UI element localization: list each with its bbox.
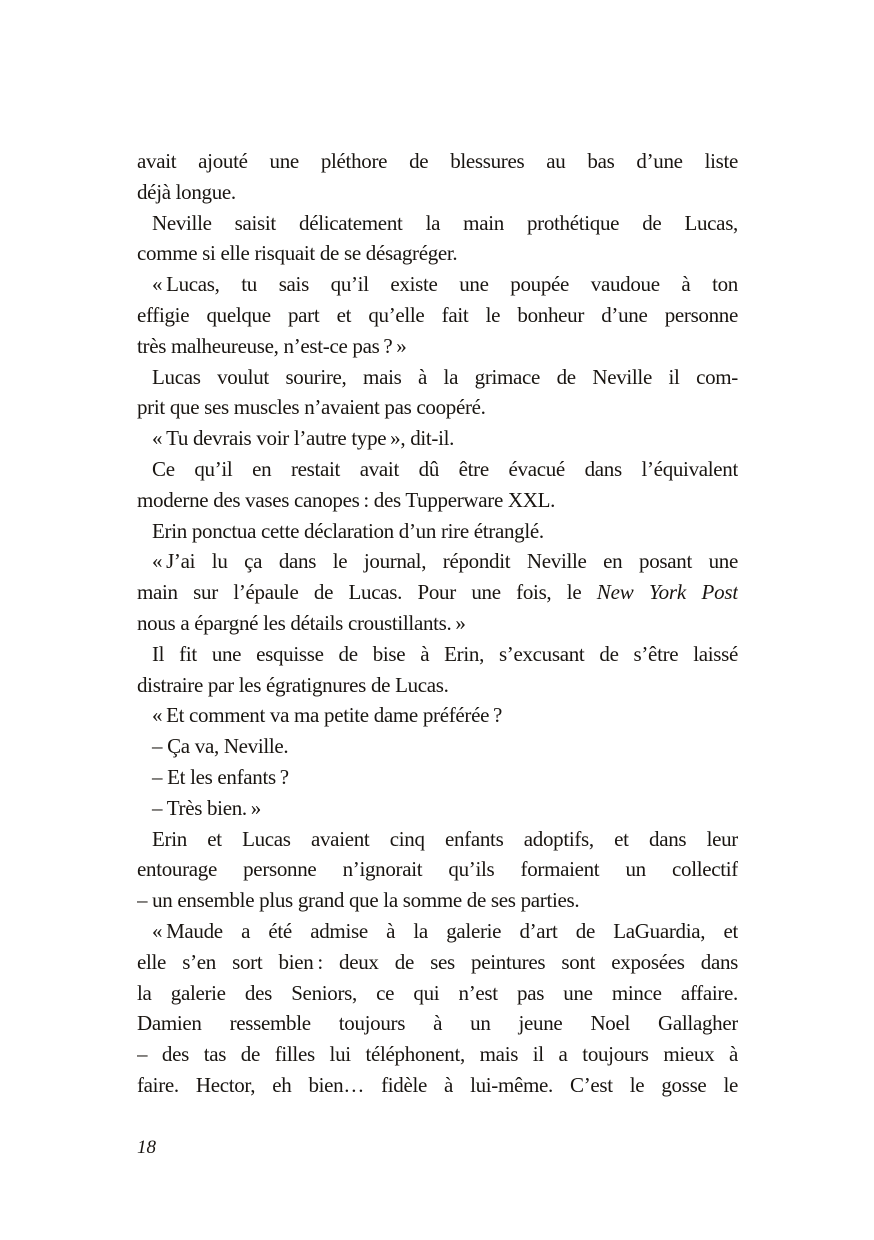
text-line [137,516,738,547]
text-line [137,331,738,362]
text-segment: – Très bien. » [152,795,261,820]
paragraph [137,916,738,1101]
text-line [137,854,738,885]
text-segment: Neville saisit délicatement la main prothétique de Lucas, [152,210,738,235]
paragraph [137,731,738,762]
text-segment: la galerie des Seniors, ce qui n’est pas une mince affaire. [137,980,738,1005]
text-line [137,269,738,300]
paragraph [137,362,738,424]
text-segment: – un ensemble plus grand que la somme de ses parties. [137,888,580,913]
text-line [137,885,738,916]
text-segment: distraire par les égratignures de Lucas. [137,672,449,697]
paragraph [137,269,738,361]
paragraph [137,546,738,638]
text-line [137,546,738,577]
paragraph [137,146,738,208]
text-line [137,639,738,670]
text-line [137,485,738,516]
paragraph [137,208,738,270]
text-segment: Il fit une esquisse de bise à Erin, s’excusant de s’être laissé [152,641,738,666]
text-line [137,824,738,855]
text-line [137,793,738,824]
text-line [137,700,738,731]
paragraph [137,454,738,516]
text-line [137,177,738,208]
text-segment: – Ça va, Neville. [152,734,289,759]
text-line [137,454,738,485]
text-segment: Erin et Lucas avaient cinq enfants adoptifs, et dans leur [152,826,738,851]
text-segment: Ce qu’il en restait avait dû être évacué dans l’équivalent [152,456,738,481]
text-line [137,1008,738,1039]
text-line [137,731,738,762]
text-line [137,762,738,793]
text-segment: prit que ses muscles n’avaient pas coopéré. [137,395,486,420]
page-number: 18 [137,1137,156,1158]
paragraph [137,762,738,793]
text-line [137,392,738,423]
paragraph [137,824,738,916]
italic-text-segment: New York Post [596,580,738,605]
text-segment: – des tas de filles lui téléphonent, mais il a toujours mieux à [137,1042,738,1067]
paragraph [137,700,738,731]
text-segment: comme si elle risquait de se désagréger. [137,241,458,266]
text-segment: avait ajouté une pléthore de blessures au bas d’une liste [137,149,738,173]
text-line [137,238,738,269]
text-line [137,1070,738,1101]
text-line [137,146,738,177]
text-segment: entourage personne n’ignorait qu’ils formaient un collectif [137,857,738,882]
text-line [137,978,738,1009]
text-line [137,208,738,239]
text-line [137,423,738,454]
paragraph [137,793,738,824]
text-segment: « Tu devrais voir l’autre type », dit-il. [152,426,455,451]
page-text-block [137,146,738,1101]
text-line [137,1039,738,1070]
text-segment: « J’ai lu ça dans le journal, répondit Neville en posant une [152,549,738,574]
text-segment: « Lucas, tu sais qu’il existe une poupée vaudoue à ton [152,272,738,297]
text-segment: faire. Hector, eh bien… fidèle à lui-même. C’est le gosse le [137,1072,738,1097]
text-segment: Erin ponctua cette déclaration d’un rire étranglé. [152,518,544,543]
text-line [137,362,738,393]
text-segment: déjà longue. [137,179,236,204]
text-segment: « Et comment va ma petite dame préférée ? [152,703,502,728]
text-line [137,916,738,947]
paragraph [137,639,738,701]
text-segment: nous a épargné les détails croustillants. » [137,610,466,635]
paragraph [137,516,738,547]
text-line [137,947,738,978]
text-segment: Lucas voulut sourire, mais à la grimace de Neville il com- [152,364,738,389]
text-segment: elle s’en sort bien : deux de ses peintures sont exposées dans [137,949,738,974]
text-segment: – Et les enfants ? [152,764,289,789]
text-line [137,608,738,639]
text-line [137,300,738,331]
text-segment: moderne des vases canopes : des Tupperware XXL. [137,487,556,512]
paragraph [137,423,738,454]
text-line [137,670,738,701]
text-segment: très malheureuse, n’est-ce pas ? » [137,333,407,358]
text-segment: main sur l’épaule de Lucas. Pour une fois, le [137,580,597,605]
text-segment: Damien ressemble toujours à un jeune Noel Gallagher [137,1011,738,1036]
text-segment: effigie quelque part et qu’elle fait le bonheur d’une personne [137,302,738,327]
text-segment: « Maude a été admise à la galerie d’art de LaGuardia, et [152,918,738,943]
text-line [137,577,738,608]
